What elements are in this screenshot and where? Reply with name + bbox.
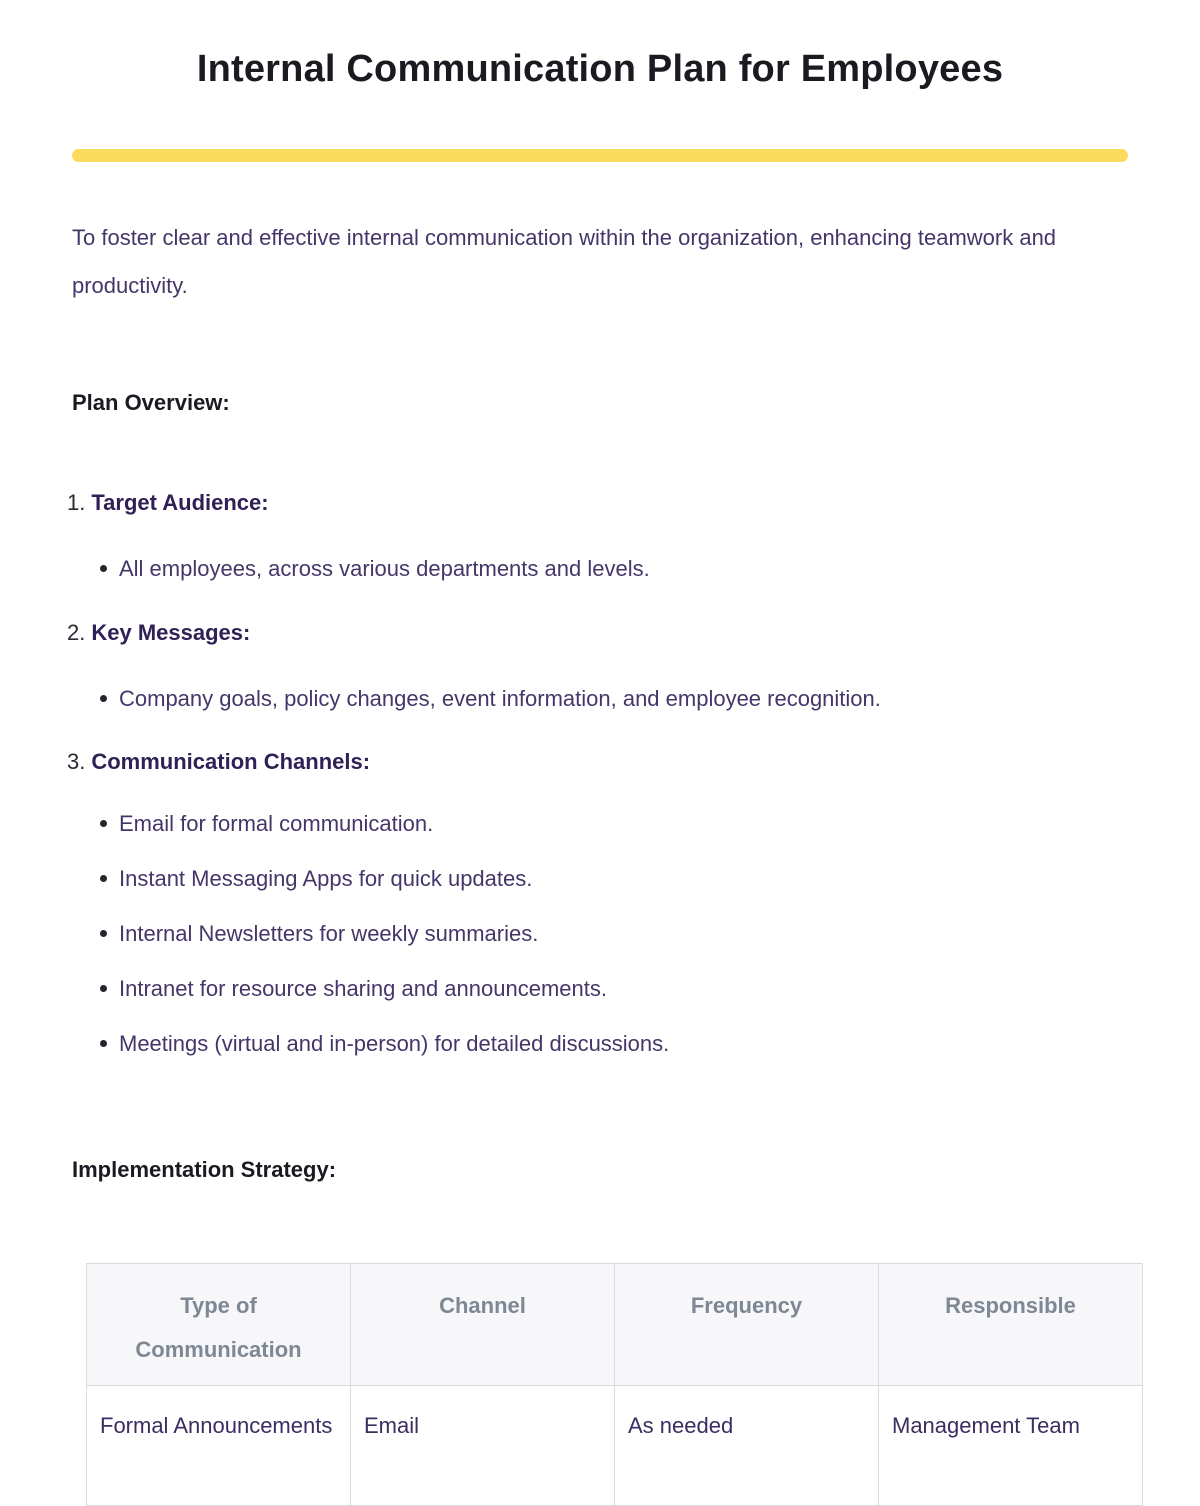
bullet-item: Intranet for resource sharing and announcements. [100,976,1128,1002]
table-row [87,1386,1143,1506]
bullet-list [72,686,1128,712]
cell-type-of-communication: Formal Announcements [87,1386,351,1506]
cell-frequency: As needed [615,1386,879,1506]
accent-divider [72,149,1128,162]
list-item-target-audience [67,490,1128,582]
bullet-item: Company goals, policy changes, event information, and employee recognition. [100,686,1128,712]
plan-overview-list [67,490,1128,1057]
list-item-label: Key Messages: [91,620,251,645]
bullet-item: Meetings (virtual and in-person) for detailed discussions. [100,1031,1128,1057]
bullet-list [72,556,1128,582]
list-item-label: Communication Channels: [91,749,371,774]
list-item-number: 3. [67,749,86,774]
bullet-item: Internal Newsletters for weekly summaries. [100,921,1128,947]
cell-responsible: Management Team [879,1386,1143,1506]
column-header-responsible: Responsible [879,1264,1143,1386]
plan-overview-heading: Plan Overview: [72,390,230,415]
bullet-item: Instant Messaging Apps for quick updates. [100,866,1128,892]
cell-channel: Email [351,1386,615,1506]
table-header-row [87,1264,1143,1386]
list-item-heading [67,749,1128,775]
intro-paragraph: To foster clear and effective internal communication within the organization, enhancing teamwork and productivity. [72,225,1057,298]
list-item-number: 2. [67,620,86,645]
list-item-number: 1. [67,490,86,515]
bullet-item: All employees, across various departments and levels. [100,556,1128,582]
list-item-communication-channels [67,749,1128,1057]
implementation-table [86,1263,1143,1506]
column-header-channel: Channel [351,1264,615,1386]
bullet-item: Email for formal communication. [100,811,1128,837]
list-item-heading [67,620,1128,646]
implementation-strategy-heading: Implementation Strategy: [72,1157,337,1182]
bullet-list [72,811,1128,1057]
column-header-frequency: Frequency [615,1264,879,1386]
table-header [87,1264,1143,1386]
list-item-heading [67,490,1128,516]
table-body [87,1386,1143,1506]
page-title: Internal Communication Plan for Employees [196,48,1004,90]
list-item-label: Target Audience: [91,490,269,515]
column-header-type-of-communication: Type of Communication [87,1264,351,1386]
list-item-key-messages [67,620,1128,712]
